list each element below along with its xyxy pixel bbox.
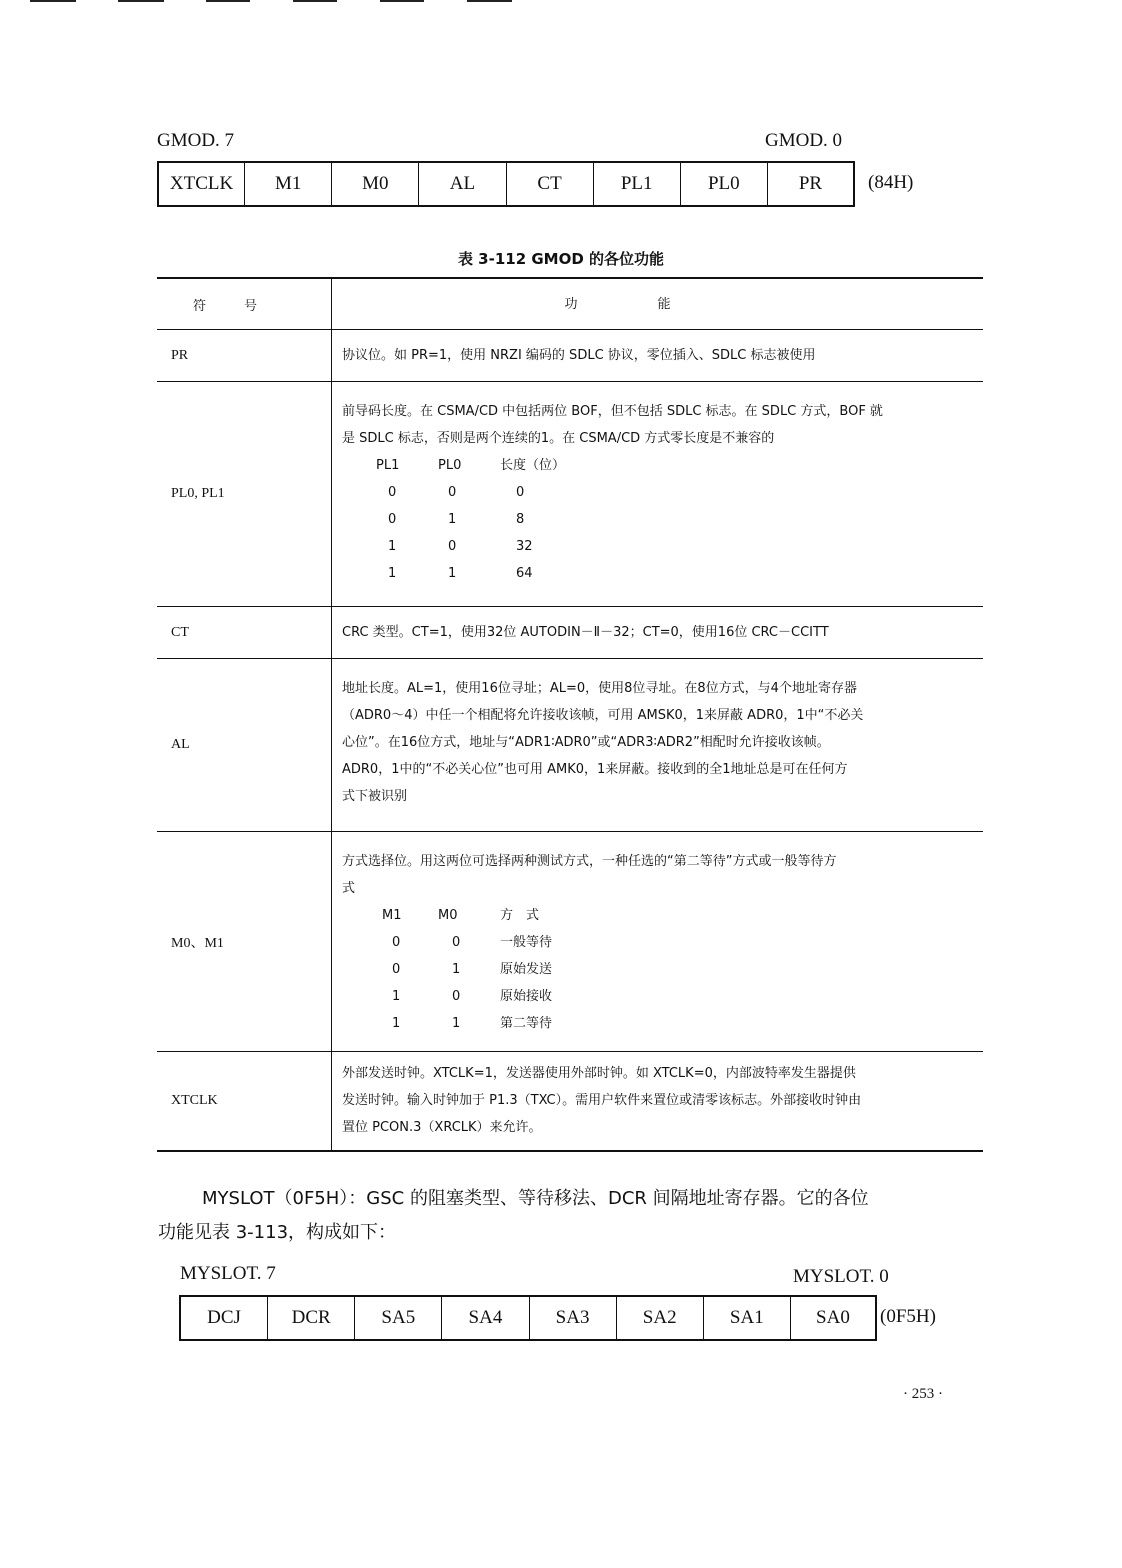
gmod-bit-cell: AL — [419, 163, 506, 205]
paragraph-line: 功能见表 3-113，构成如下： — [158, 1222, 397, 1243]
scan-mark — [467, 0, 512, 2]
subtable-cell: 1 — [388, 566, 397, 581]
subtable-header: 方 式 — [500, 908, 540, 923]
subtable-cell: 0 — [452, 989, 461, 1004]
row-symbol: CT — [157, 607, 332, 658]
preamble-length-subtable — [376, 452, 975, 587]
myslot-bit-cell: SA4 — [442, 1297, 529, 1339]
subtable-cell: 1 — [392, 989, 401, 1004]
subtable-cell: 0 — [388, 485, 397, 500]
table-row — [157, 382, 983, 607]
subtable-cell: 1 — [452, 1016, 461, 1031]
function-line: （ADR0～4）中任一个相配将允许接收该帧，可用 AMSK0，1来屏蔽 ADR0，1中“不必关 — [342, 708, 864, 723]
function-line: 发送时钟。输入时钟加于 P1.3（TXC）。需用户软件来置位或清零该标志。外部接收时钟由 — [342, 1093, 862, 1108]
header-symbol: 符号 — [157, 279, 332, 329]
table-row — [157, 659, 983, 832]
row-function — [332, 382, 983, 606]
myslot-bit-cell: SA3 — [530, 1297, 617, 1339]
scan-mark — [293, 0, 337, 2]
myslot-lsb-label: MYSLOT. 0 — [793, 1266, 889, 1287]
subtable-cell: 0 — [392, 935, 401, 950]
myslot-bit-cell: SA5 — [355, 1297, 442, 1339]
function-line: 方式选择位。用这两位可选择两种测试方式，一种任选的“第二等待”方式或一般等待方 — [342, 854, 837, 869]
gmod-function-table — [157, 277, 983, 1152]
function-line: 地址长度。AL=1，使用16位寻址；AL=0，使用8位寻址。在8位方式，与4个地址寄存器 — [342, 681, 857, 696]
subtable-cell: 1 — [448, 512, 457, 527]
row-function — [332, 330, 983, 381]
row-symbol: PL0, PL1 — [157, 382, 332, 606]
row-symbol: AL — [157, 659, 332, 831]
row-symbol: PR — [157, 330, 332, 381]
function-line: 式下被识别 — [342, 789, 408, 804]
gmod-bit-cell: M0 — [332, 163, 419, 205]
gmod-bit-cell: M1 — [245, 163, 332, 205]
myslot-address: (0F5H) — [880, 1306, 936, 1327]
function-line: ADR0，1中的“不必关心位”也可用 AMK0，1来屏蔽。接收到的全1地址总是可在任何方 — [342, 762, 848, 777]
subtable-header: PL0 — [438, 458, 462, 473]
subtable-cell: 64 — [516, 566, 533, 581]
function-line: 协议位。如 PR=1，使用 NRZI 编码的 SDLC 协议，零位插入、SDLC 标志被使用 — [342, 348, 816, 363]
paragraph-line: MYSLOT（0F5H）：GSC 的阻塞类型、等待移法、DCR 间隔地址寄存器。它的各位 — [202, 1188, 869, 1209]
mode-select-subtable — [376, 902, 975, 1037]
page-number: · 253 · — [903, 1386, 943, 1402]
subtable-cell: 8 — [516, 512, 525, 527]
myslot-register-diagram — [179, 1295, 877, 1341]
gmod-bit-cell: PL0 — [681, 163, 768, 205]
row-symbol: XTCLK — [157, 1052, 332, 1150]
gmod-msb-label: GMOD. 7 — [157, 130, 235, 151]
subtable-cell: 1 — [392, 1016, 401, 1031]
function-line: 心位”。在16位方式，地址与“ADR1∶ADR0”或“ADR3∶ADR2”相配时允许接收该帧。 — [342, 735, 830, 750]
body-paragraph — [158, 1182, 988, 1250]
table-row — [157, 1052, 983, 1150]
subtable-cell: 一般等待 — [500, 935, 553, 950]
myslot-bit-cell: SA1 — [704, 1297, 791, 1339]
table-row — [157, 330, 983, 382]
row-symbol: M0、M1 — [157, 832, 332, 1051]
scan-mark — [118, 0, 164, 2]
myslot-bit-cell: SA0 — [816, 1307, 850, 1328]
subtable-header: M1 — [382, 908, 402, 923]
function-line: 前导码长度。在 CSMA/CD 中包括两位 BOF，但不包括 SDLC 标志。在 SDLC 方式，BOF 就 — [342, 404, 883, 419]
row-function — [332, 659, 983, 831]
myslot-bit-cell: DCR — [268, 1297, 355, 1339]
table-row — [157, 607, 983, 659]
myslot-bit-cell: DCJ — [181, 1297, 268, 1339]
subtable-header: PL1 — [376, 458, 400, 473]
table-caption: 表 3-112 GMOD 的各位功能 — [457, 250, 665, 268]
myslot-bit-cell: SA2 — [617, 1297, 704, 1339]
gmod-bit-cell: CT — [507, 163, 594, 205]
subtable-cell: 0 — [448, 485, 457, 500]
function-line: CRC 类型。CT=1，使用32位 AUTODIN－Ⅱ－32；CT=0，使用16位 CRC－CCITT — [342, 625, 829, 640]
gmod-address: (84H) — [868, 172, 914, 193]
gmod-lsb-label: GMOD. 0 — [765, 130, 843, 151]
scan-mark — [380, 0, 424, 2]
scan-mark — [206, 0, 250, 2]
row-function — [332, 1052, 983, 1150]
subtable-cell: 1 — [388, 539, 397, 554]
subtable-cell: 0 — [392, 962, 401, 977]
function-line: 是 SDLC 标志，否则是两个连续的1。在 CSMA/CD 方式零长度是不兼容的 — [342, 431, 775, 446]
subtable-cell: 0 — [516, 485, 525, 500]
table-row — [157, 832, 983, 1052]
scan-mark — [30, 0, 76, 2]
gmod-bit-cell: XTCLK — [159, 163, 245, 205]
gmod-bit-cell: PL1 — [594, 163, 681, 205]
gmod-register-diagram — [157, 161, 855, 207]
subtable-cell: 0 — [388, 512, 397, 527]
function-line: 式 — [342, 881, 356, 896]
subtable-header: 长度（位） — [500, 458, 566, 473]
table-header-row — [157, 279, 983, 330]
subtable-cell: 第二等待 — [500, 1016, 553, 1031]
gmod-bit-cell: PR — [798, 173, 823, 194]
function-line: 外部发送时钟。XTCLK=1，发送器使用外部时钟。如 XTCLK=0，内部波特率发生器提供 — [342, 1066, 856, 1081]
subtable-cell: 0 — [452, 935, 461, 950]
subtable-cell: 32 — [516, 539, 533, 554]
subtable-header: M0 — [438, 908, 458, 923]
subtable-cell: 原始发送 — [500, 962, 553, 977]
header-function: 功能 — [564, 296, 751, 312]
row-function — [332, 832, 983, 1051]
subtable-cell: 0 — [448, 539, 457, 554]
subtable-cell: 1 — [452, 962, 461, 977]
row-function — [332, 607, 983, 658]
subtable-cell: 1 — [448, 566, 457, 581]
myslot-msb-label: MYSLOT. 7 — [180, 1263, 276, 1284]
subtable-cell: 原始接收 — [500, 989, 553, 1004]
function-line: 置位 PCON.3（XRCLK）来允许。 — [342, 1120, 542, 1135]
